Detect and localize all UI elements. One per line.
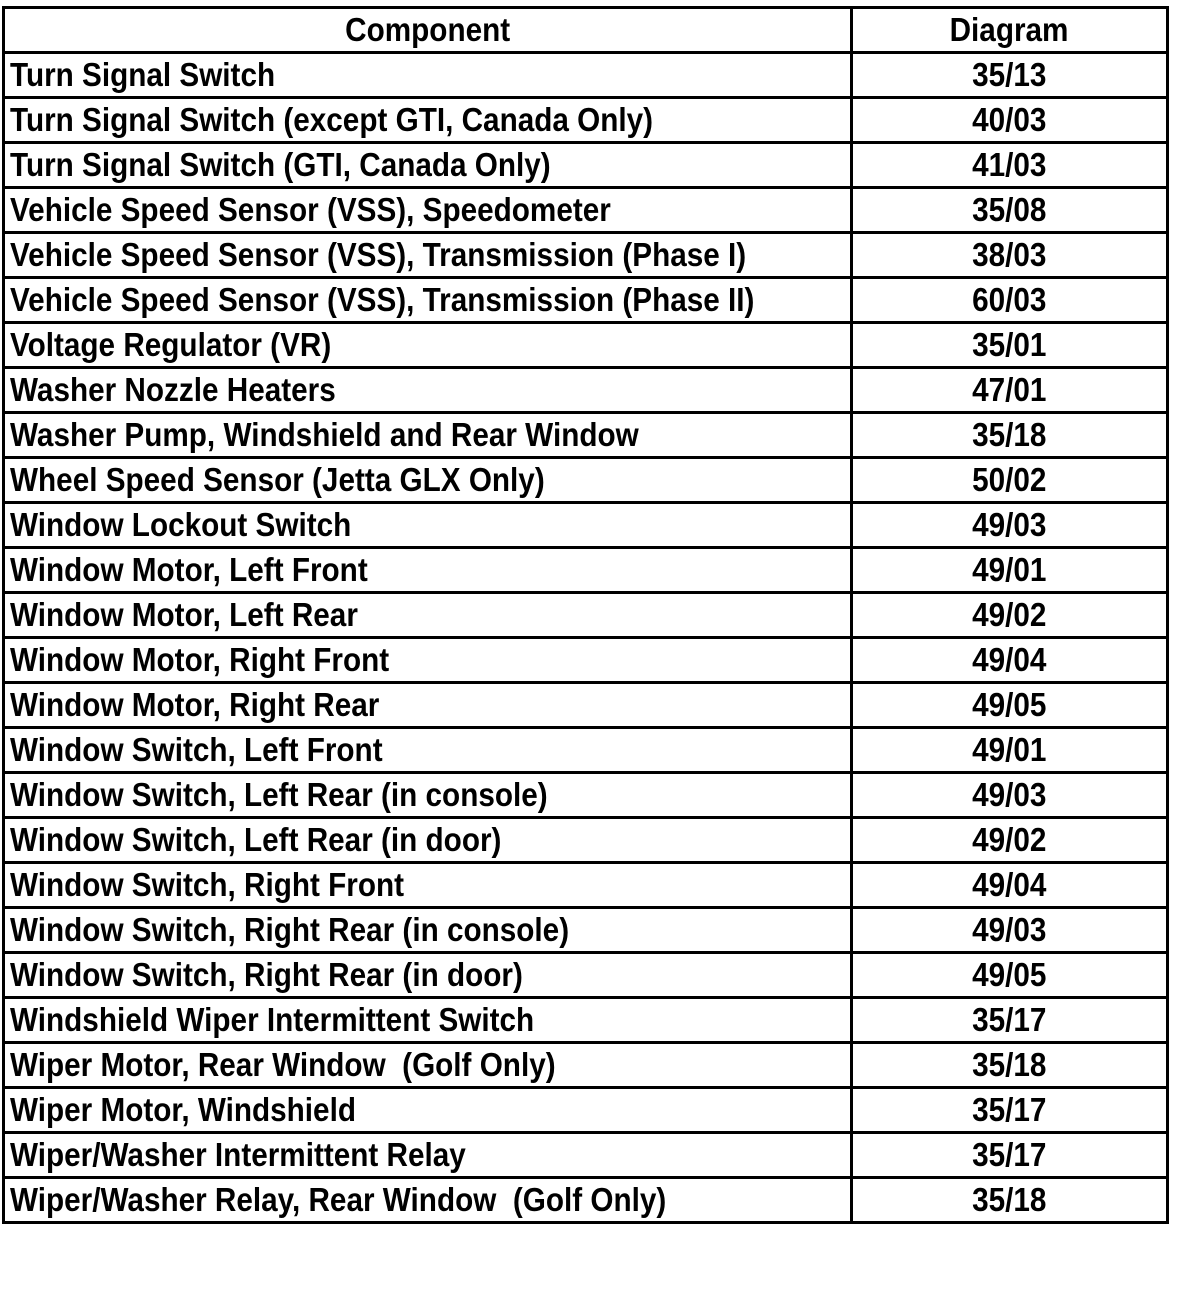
component-name: Turn Signal Switch (10, 56, 276, 93)
table-row (4, 863, 1168, 908)
table-row (4, 458, 1168, 503)
diagram-cell (852, 1088, 1168, 1133)
component-cell (4, 98, 852, 143)
table-body (4, 53, 1168, 1223)
component-name: Vehicle Speed Sensor (VSS), Speedometer (10, 191, 611, 228)
table-row (4, 683, 1168, 728)
component-cell (4, 998, 852, 1043)
diagram-reference: 41/03 (972, 146, 1047, 183)
component-name: Vehicle Speed Sensor (VSS), Transmission (Phase II) (10, 281, 755, 318)
component-name: Window Switch, Right Front (10, 866, 405, 903)
column-header-component-label: Component (345, 11, 510, 48)
diagram-cell (852, 1133, 1168, 1178)
component-name: Turn Signal Switch (except GTI, Canada Only) (10, 101, 654, 138)
component-name: Window Switch, Left Front (10, 731, 383, 768)
table-row (4, 818, 1168, 863)
component-cell (4, 413, 852, 458)
table-row (4, 998, 1168, 1043)
component-diagram-index (2, 6, 1166, 1224)
diagram-reference: 49/02 (972, 821, 1047, 858)
component-cell (4, 278, 852, 323)
diagram-reference: 49/04 (972, 866, 1047, 903)
component-cell (4, 908, 852, 953)
table-row (4, 278, 1168, 323)
diagram-cell (852, 773, 1168, 818)
component-cell (4, 953, 852, 998)
diagram-reference: 50/02 (972, 461, 1047, 498)
diagram-cell (852, 188, 1168, 233)
diagram-reference: 35/17 (972, 1001, 1047, 1038)
diagram-reference: 49/01 (972, 551, 1047, 588)
component-cell (4, 638, 852, 683)
diagram-reference: 49/03 (972, 506, 1047, 543)
diagram-cell (852, 323, 1168, 368)
component-cell (4, 1133, 852, 1178)
component-name: Turn Signal Switch (GTI, Canada Only) (10, 146, 551, 183)
component-name: Windshield Wiper Intermittent Switch (10, 1001, 535, 1038)
component-cell (4, 818, 852, 863)
component-cell (4, 1178, 852, 1223)
component-cell (4, 863, 852, 908)
component-name: Window Switch, Right Rear (in door) (10, 956, 523, 993)
column-header-diagram (852, 8, 1168, 53)
component-cell (4, 1043, 852, 1088)
diagram-reference: 38/03 (972, 236, 1047, 273)
diagram-cell (852, 458, 1168, 503)
component-cell (4, 728, 852, 773)
table-row (4, 953, 1168, 998)
header-row (4, 8, 1168, 53)
component-cell (4, 458, 852, 503)
diagram-cell (852, 683, 1168, 728)
component-cell (4, 773, 852, 818)
diagram-cell (852, 548, 1168, 593)
table-row (4, 1178, 1168, 1223)
diagram-reference: 49/03 (972, 776, 1047, 813)
component-name: Window Switch, Left Rear (in door) (10, 821, 502, 858)
diagram-cell (852, 818, 1168, 863)
component-name: Washer Nozzle Heaters (10, 371, 336, 408)
component-cell (4, 323, 852, 368)
table-row (4, 368, 1168, 413)
component-cell (4, 188, 852, 233)
table-row (4, 638, 1168, 683)
diagram-reference: 49/05 (972, 956, 1047, 993)
table-row (4, 503, 1168, 548)
table-row (4, 143, 1168, 188)
diagram-cell (852, 638, 1168, 683)
diagram-cell (852, 1178, 1168, 1223)
table-row (4, 593, 1168, 638)
component-name: Window Motor, Right Rear (10, 686, 380, 723)
diagram-cell (852, 278, 1168, 323)
table-row (4, 1133, 1168, 1178)
component-name: Window Switch, Right Rear (in console) (10, 911, 570, 948)
component-cell (4, 368, 852, 413)
diagram-reference: 49/04 (972, 641, 1047, 678)
table-row (4, 1043, 1168, 1088)
table-row (4, 773, 1168, 818)
diagram-reference: 35/17 (972, 1136, 1047, 1173)
diagram-cell (852, 593, 1168, 638)
component-name: Window Motor, Left Front (10, 551, 368, 588)
diagram-cell (852, 1043, 1168, 1088)
diagram-cell (852, 368, 1168, 413)
diagram-cell (852, 53, 1168, 98)
column-header-component (4, 8, 852, 53)
diagram-cell (852, 953, 1168, 998)
table-row (4, 53, 1168, 98)
component-name: Window Motor, Left Rear (10, 596, 358, 633)
diagram-reference: 40/03 (972, 101, 1047, 138)
diagram-reference: 35/18 (972, 1046, 1047, 1083)
component-name: Window Switch, Left Rear (in console) (10, 776, 548, 813)
diagram-reference: 35/01 (972, 326, 1047, 363)
component-name: Vehicle Speed Sensor (VSS), Transmission (Phase I) (10, 236, 747, 273)
component-cell (4, 503, 852, 548)
component-name: Voltage Regulator (VR) (10, 326, 332, 363)
diagram-reference: 60/03 (972, 281, 1047, 318)
table-row (4, 323, 1168, 368)
diagram-reference: 35/13 (972, 56, 1047, 93)
component-cell (4, 1088, 852, 1133)
column-header-diagram-label: Diagram (950, 11, 1069, 48)
diagram-reference: 35/18 (972, 416, 1047, 453)
component-cell (4, 683, 852, 728)
diagram-cell (852, 98, 1168, 143)
diagram-cell (852, 413, 1168, 458)
table-row (4, 98, 1168, 143)
diagram-cell (852, 503, 1168, 548)
component-name: Wiper Motor, Windshield (10, 1091, 356, 1128)
component-name: Wiper/Washer Relay, Rear Window (Golf Only) (10, 1181, 667, 1218)
table-row (4, 413, 1168, 458)
table-row (4, 233, 1168, 278)
table-row (4, 548, 1168, 593)
component-name: Wheel Speed Sensor (Jetta GLX Only) (10, 461, 545, 498)
table-row (4, 1088, 1168, 1133)
component-cell (4, 53, 852, 98)
diagram-reference: 49/02 (972, 596, 1047, 633)
component-name: Wiper/Washer Intermittent Relay (10, 1136, 466, 1173)
component-cell (4, 233, 852, 278)
table-row (4, 908, 1168, 953)
component-name: Window Lockout Switch (10, 506, 352, 543)
diagram-cell (852, 998, 1168, 1043)
diagram-cell (852, 143, 1168, 188)
component-cell (4, 548, 852, 593)
table-row (4, 728, 1168, 773)
diagram-reference: 35/17 (972, 1091, 1047, 1128)
table-row (4, 188, 1168, 233)
component-name: Window Motor, Right Front (10, 641, 390, 678)
diagram-reference: 49/01 (972, 731, 1047, 768)
diagram-reference: 35/08 (972, 191, 1047, 228)
component-name: Washer Pump, Windshield and Rear Window (10, 416, 639, 453)
component-table (2, 6, 1169, 1224)
diagram-cell (852, 728, 1168, 773)
diagram-reference: 49/05 (972, 686, 1047, 723)
diagram-reference: 49/03 (972, 911, 1047, 948)
diagram-reference: 35/18 (972, 1181, 1047, 1218)
diagram-cell (852, 233, 1168, 278)
component-name: Wiper Motor, Rear Window (Golf Only) (10, 1046, 556, 1083)
component-cell (4, 143, 852, 188)
component-cell (4, 593, 852, 638)
diagram-cell (852, 908, 1168, 953)
diagram-cell (852, 863, 1168, 908)
diagram-reference: 47/01 (972, 371, 1047, 408)
